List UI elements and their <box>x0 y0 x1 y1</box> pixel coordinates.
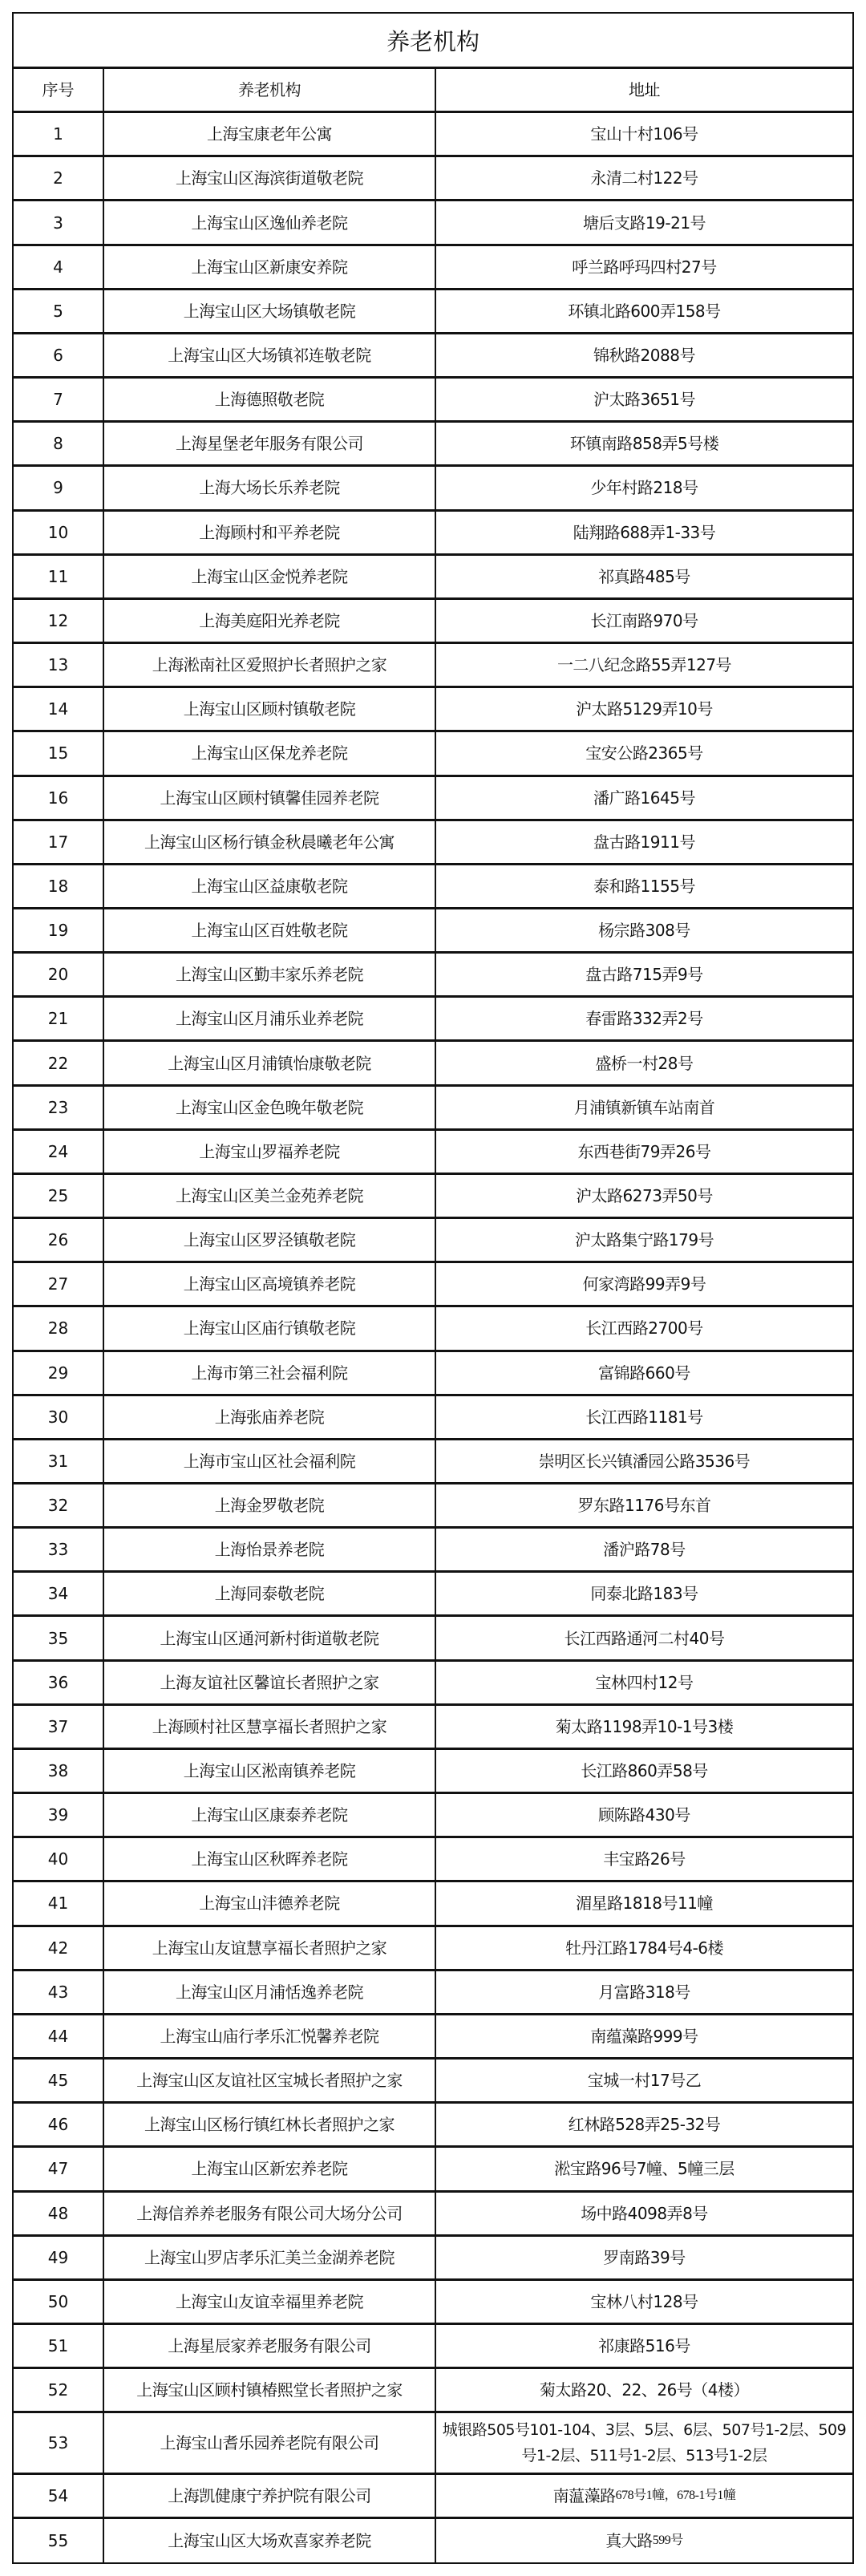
institution-name: 上海宝山区大场欢喜家养老院 <box>104 2519 436 2562</box>
institution-name: 上海美庭阳光养老院 <box>104 600 436 642</box>
institution-name: 上海顾村和平养老院 <box>104 512 436 553</box>
institution-name: 上海宝山区大场镇祁连敬老院 <box>104 334 436 376</box>
institution-name: 上海宝山区通河新村街道敬老院 <box>104 1617 436 1659</box>
row-number: 49 <box>14 2237 104 2278</box>
table-row <box>14 2281 854 2325</box>
table-row <box>14 2015 854 2060</box>
row-number: 36 <box>14 1662 104 1703</box>
institution-name: 上海顾村社区慧享福长者照护之家 <box>104 1706 436 1748</box>
header-name: 养老机构 <box>104 69 436 111</box>
table-row <box>14 1750 854 1794</box>
institution-address: 沪太路5129弄10号 <box>436 688 854 730</box>
institution-name: 上海宝山区顾村镇敬老院 <box>104 688 436 730</box>
institution-name: 上海市宝山区社会福利院 <box>104 1440 436 1482</box>
row-number: 29 <box>14 1352 104 1394</box>
row-number: 43 <box>14 1971 104 2013</box>
institution-name: 上海张庙养老院 <box>104 1396 436 1438</box>
institution-address: 杨宗路308号 <box>436 909 854 951</box>
row-number: 50 <box>14 2281 104 2323</box>
institution-address: 牡丹江路1784号4-6楼 <box>436 1927 854 1969</box>
institution-name: 上海宝山区杨行镇金秋晨曦老年公寓 <box>104 821 436 863</box>
row-number: 14 <box>14 688 104 730</box>
row-number: 52 <box>14 2369 104 2411</box>
institution-name: 上海宝山罗福养老院 <box>104 1131 436 1173</box>
institution-name: 上海宝山耆乐园养老院有限公司 <box>104 2413 436 2473</box>
institution-name: 上海宝山区金色晚年敬老院 <box>104 1087 436 1128</box>
table-row <box>14 2237 854 2281</box>
institution-address: 丰宝路26号 <box>436 1838 854 1880</box>
institution-address: 宝林八村128号 <box>436 2281 854 2323</box>
row-number: 26 <box>14 1219 104 1261</box>
institution-name: 上海宝山区月浦恬逸养老院 <box>104 1971 436 2013</box>
table-row <box>14 2104 854 2148</box>
institution-address: 锦秋路2088号 <box>436 334 854 376</box>
header-no: 序号 <box>14 69 104 111</box>
row-number: 1 <box>14 113 104 155</box>
table-row <box>14 157 854 201</box>
table-row <box>14 1396 854 1440</box>
institution-address <box>436 2475 854 2517</box>
institution-address: 菊太路20、22、26号（4楼） <box>436 2369 854 2411</box>
institution-name: 上海金罗敬老院 <box>104 1484 436 1526</box>
institution-address: 何家湾路99弄9号 <box>436 1263 854 1305</box>
row-number: 13 <box>14 644 104 686</box>
row-number: 2 <box>14 157 104 199</box>
institution-name: 上海淞南社区爱照护长者照护之家 <box>104 644 436 686</box>
row-number: 11 <box>14 556 104 597</box>
row-number: 27 <box>14 1263 104 1305</box>
institution-address: 永清二村122号 <box>436 157 854 199</box>
table-row <box>14 2148 854 2192</box>
institution-address: 罗东路1176号东首 <box>436 1484 854 1526</box>
table-row <box>14 2519 854 2563</box>
table-row <box>14 821 854 865</box>
institution-name: 上海信养养老服务有限公司大场分公司 <box>104 2193 436 2234</box>
institution-address: 泰和路1155号 <box>436 865 854 907</box>
institution-address: 东西巷街79弄26号 <box>436 1131 854 1173</box>
institution-name: 上海宝山区杨行镇红林长者照护之家 <box>104 2104 436 2145</box>
row-number: 19 <box>14 909 104 951</box>
institution-address: 城银路505号101-104、3层、5层、6层、507号1-2层、509号1-2层、511号1-2层、513号1-2层 <box>436 2413 854 2473</box>
table-row <box>14 1927 854 1971</box>
row-number: 24 <box>14 1131 104 1173</box>
institution-address: 塘后支路19-21号 <box>436 201 854 243</box>
table-row <box>14 1971 854 2015</box>
table-row <box>14 1882 854 1926</box>
row-number: 35 <box>14 1617 104 1659</box>
institution-name: 上海宝山区新康安养院 <box>104 246 436 288</box>
institution-address: 顾陈路430号 <box>436 1794 854 1836</box>
row-number: 30 <box>14 1396 104 1438</box>
table-row <box>14 2193 854 2237</box>
address-number: 599号 <box>652 2533 683 2548</box>
institution-name: 上海怡景养老院 <box>104 1529 436 1570</box>
institution-address: 长江西路1181号 <box>436 1396 854 1438</box>
table-row <box>14 644 854 688</box>
institution-address: 一二八纪念路55弄127号 <box>436 644 854 686</box>
institution-name: 上海宝山区顾村镇馨佳园养老院 <box>104 777 436 819</box>
row-number: 16 <box>14 777 104 819</box>
table-row <box>14 1794 854 1838</box>
row-number: 17 <box>14 821 104 863</box>
institution-address: 罗南路39号 <box>436 2237 854 2278</box>
table-row <box>14 1838 854 1882</box>
table-row <box>14 2475 854 2519</box>
table-row <box>14 688 854 732</box>
institution-address: 沪太路集宁路179号 <box>436 1219 854 1261</box>
row-number: 12 <box>14 600 104 642</box>
institution-address: 长江西路通河二村40号 <box>436 1617 854 1659</box>
institution-address: 盘古路1911号 <box>436 821 854 863</box>
table-row <box>14 909 854 954</box>
institution-name: 上海凯健康宁养护院有限公司 <box>104 2475 436 2517</box>
table-row <box>14 1617 854 1661</box>
row-number: 5 <box>14 290 104 332</box>
institution-address: 淞宝路96号7幢、5幢三层 <box>436 2148 854 2189</box>
row-number: 10 <box>14 512 104 553</box>
row-number: 7 <box>14 379 104 420</box>
institution-name: 上海宝山庙行孝乐汇悦馨养老院 <box>104 2015 436 2057</box>
institution-address: 呼兰路呼玛四村27号 <box>436 246 854 288</box>
institution-name: 上海宝山区勤丰家乐养老院 <box>104 954 436 995</box>
institution-name: 上海同泰敬老院 <box>104 1573 436 1614</box>
table-row <box>14 1573 854 1617</box>
table-row <box>14 954 854 998</box>
row-number: 55 <box>14 2519 104 2562</box>
institution-address: 潘广路1645号 <box>436 777 854 819</box>
row-number: 40 <box>14 1838 104 1880</box>
table-row <box>14 998 854 1042</box>
institution-name: 上海宝山区逸仙养老院 <box>104 201 436 243</box>
institution-name: 上海宝山区美兰金苑养老院 <box>104 1175 436 1217</box>
institution-name: 上海宝康老年公寓 <box>104 113 436 155</box>
institution-name: 上海宝山区新宏养老院 <box>104 2148 436 2189</box>
institution-name: 上海宝山区高境镇养老院 <box>104 1263 436 1305</box>
table-row <box>14 1131 854 1175</box>
row-number: 41 <box>14 1882 104 1924</box>
institution-name: 上海宝山友谊慧享福长者照护之家 <box>104 1927 436 1969</box>
table-row <box>14 2369 854 2413</box>
table-row <box>14 865 854 909</box>
row-number: 33 <box>14 1529 104 1570</box>
institution-address: 南蕴藻路999号 <box>436 2015 854 2057</box>
row-number: 15 <box>14 732 104 774</box>
institution-address: 潘沪路78号 <box>436 1529 854 1570</box>
table-row <box>14 1352 854 1396</box>
institution-name: 上海宝山区友谊社区宝城长者照护之家 <box>104 2060 436 2101</box>
row-number: 20 <box>14 954 104 995</box>
institution-name: 上海宝山区百姓敬老院 <box>104 909 436 951</box>
table-title: 养老机构 <box>14 14 854 69</box>
institution-address: 祁真路485号 <box>436 556 854 597</box>
table-row <box>14 2413 854 2475</box>
table-row <box>14 556 854 600</box>
table-row <box>14 1087 854 1131</box>
table-row <box>14 732 854 776</box>
institution-address: 春雷路332弄2号 <box>436 998 854 1039</box>
row-number: 37 <box>14 1706 104 1748</box>
institution-address: 环镇南路858弄5号楼 <box>436 423 854 464</box>
table-row <box>14 600 854 644</box>
institution-address: 盘古路715弄9号 <box>436 954 854 995</box>
table-row <box>14 246 854 290</box>
row-number: 4 <box>14 246 104 288</box>
table-row <box>14 1706 854 1750</box>
table-row <box>14 201 854 245</box>
institution-name: 上海星辰家养老服务有限公司 <box>104 2325 436 2367</box>
row-number: 46 <box>14 2104 104 2145</box>
institution-name: 上海星堡老年服务有限公司 <box>104 423 436 464</box>
address-number: 678号1幢，678-1号1幢 <box>615 2489 736 2503</box>
row-number: 23 <box>14 1087 104 1128</box>
table-row <box>14 1042 854 1086</box>
row-number: 42 <box>14 1927 104 1969</box>
institution-name: 上海宝山沣德养老院 <box>104 1882 436 1924</box>
institution-address: 长江南路970号 <box>436 600 854 642</box>
institution-name: 上海宝山区海滨街道敬老院 <box>104 157 436 199</box>
institution-name: 上海宝山区月浦乐业养老院 <box>104 998 436 1039</box>
institution-address: 沪太路6273弄50号 <box>436 1175 854 1217</box>
table-row <box>14 1440 854 1484</box>
header-row <box>14 69 854 113</box>
institution-address: 崇明区长兴镇潘园公路3536号 <box>436 1440 854 1482</box>
table-row <box>14 2325 854 2369</box>
row-number: 38 <box>14 1750 104 1792</box>
institution-address: 宝安公路2365号 <box>436 732 854 774</box>
table-row <box>14 1175 854 1219</box>
table-row <box>14 1307 854 1351</box>
table-row <box>14 290 854 334</box>
institution-address: 长江西路2700号 <box>436 1307 854 1349</box>
institution-name: 上海德照敬老院 <box>104 379 436 420</box>
table-row <box>14 423 854 467</box>
row-number: 48 <box>14 2193 104 2234</box>
row-number: 18 <box>14 865 104 907</box>
row-number: 6 <box>14 334 104 376</box>
institution-address: 富锦路660号 <box>436 1352 854 1394</box>
address-street: 真大路 <box>605 2531 653 2551</box>
table-row <box>14 113 854 157</box>
institution-name: 上海宝山区大场镇敬老院 <box>104 290 436 332</box>
institution-name: 上海宝山区益康敬老院 <box>104 865 436 907</box>
table-row <box>14 467 854 511</box>
institution-address: 红林路528弄25-32号 <box>436 2104 854 2145</box>
table-row <box>14 777 854 821</box>
institution-address: 菊太路1198弄10-1号3楼 <box>436 1706 854 1748</box>
institution-address: 同泰北路183号 <box>436 1573 854 1614</box>
institution-address: 宝城一村17号乙 <box>436 2060 854 2101</box>
row-number: 39 <box>14 1794 104 1836</box>
row-number: 54 <box>14 2475 104 2517</box>
row-number: 47 <box>14 2148 104 2189</box>
row-number: 21 <box>14 998 104 1039</box>
institution-address: 月富路318号 <box>436 1971 854 2013</box>
row-number: 25 <box>14 1175 104 1217</box>
institution-address: 场中路4098弄8号 <box>436 2193 854 2234</box>
row-number: 9 <box>14 467 104 508</box>
institution-name: 上海宝山区月浦镇怡康敬老院 <box>104 1042 436 1083</box>
institution-name: 上海宝山区金悦养老院 <box>104 556 436 597</box>
institution-address <box>436 2519 854 2562</box>
table-row <box>14 1662 854 1706</box>
row-number: 31 <box>14 1440 104 1482</box>
table-row <box>14 1263 854 1307</box>
row-number: 22 <box>14 1042 104 1083</box>
institution-address: 沪太路3651号 <box>436 379 854 420</box>
institution-name: 上海宝山友谊幸福里养老院 <box>104 2281 436 2323</box>
table-row <box>14 1484 854 1529</box>
institution-name: 上海宝山区保龙养老院 <box>104 732 436 774</box>
table-row <box>14 379 854 423</box>
institution-address: 祁康路516号 <box>436 2325 854 2367</box>
institution-name: 上海宝山罗店孝乐汇美兰金湖养老院 <box>104 2237 436 2278</box>
row-number: 45 <box>14 2060 104 2101</box>
row-number: 34 <box>14 1573 104 1614</box>
institution-name: 上海宝山区庙行镇敬老院 <box>104 1307 436 1349</box>
institution-name: 上海市第三社会福利院 <box>104 1352 436 1394</box>
row-number: 44 <box>14 2015 104 2057</box>
elderly-care-table <box>12 12 854 2564</box>
table-row <box>14 1529 854 1573</box>
institution-name: 上海宝山区秋晖养老院 <box>104 1838 436 1880</box>
row-number: 32 <box>14 1484 104 1526</box>
table-row <box>14 334 854 379</box>
institution-address: 宝山十村106号 <box>436 113 854 155</box>
institution-address: 长江路860弄58号 <box>436 1750 854 1792</box>
row-number: 51 <box>14 2325 104 2367</box>
institution-address: 月浦镇新镇车站南首 <box>436 1087 854 1128</box>
row-number: 3 <box>14 201 104 243</box>
institution-address: 陆翔路688弄1-33号 <box>436 512 854 553</box>
institution-name: 上海宝山区顾村镇椿熙堂长者照护之家 <box>104 2369 436 2411</box>
row-number: 53 <box>14 2413 104 2473</box>
institution-name: 上海友谊社区馨谊长者照护之家 <box>104 1662 436 1703</box>
table-row <box>14 1219 854 1263</box>
institution-address: 环镇北路600弄158号 <box>436 290 854 332</box>
row-number: 8 <box>14 423 104 464</box>
table-row <box>14 512 854 556</box>
institution-address: 少年村路218号 <box>436 467 854 508</box>
institution-address: 湄星路1818号11幢 <box>436 1882 854 1924</box>
header-address: 地址 <box>436 69 854 111</box>
table-row <box>14 2060 854 2104</box>
institution-name: 上海宝山区康泰养老院 <box>104 1794 436 1836</box>
institution-address: 盛桥一村28号 <box>436 1042 854 1083</box>
address-street: 南蕰藻路 <box>552 2486 616 2506</box>
institution-name: 上海大场长乐养老院 <box>104 467 436 508</box>
institution-name: 上海宝山区罗泾镇敬老院 <box>104 1219 436 1261</box>
row-number: 28 <box>14 1307 104 1349</box>
institution-address: 宝林四村12号 <box>436 1662 854 1703</box>
institution-name: 上海宝山区淞南镇养老院 <box>104 1750 436 1792</box>
